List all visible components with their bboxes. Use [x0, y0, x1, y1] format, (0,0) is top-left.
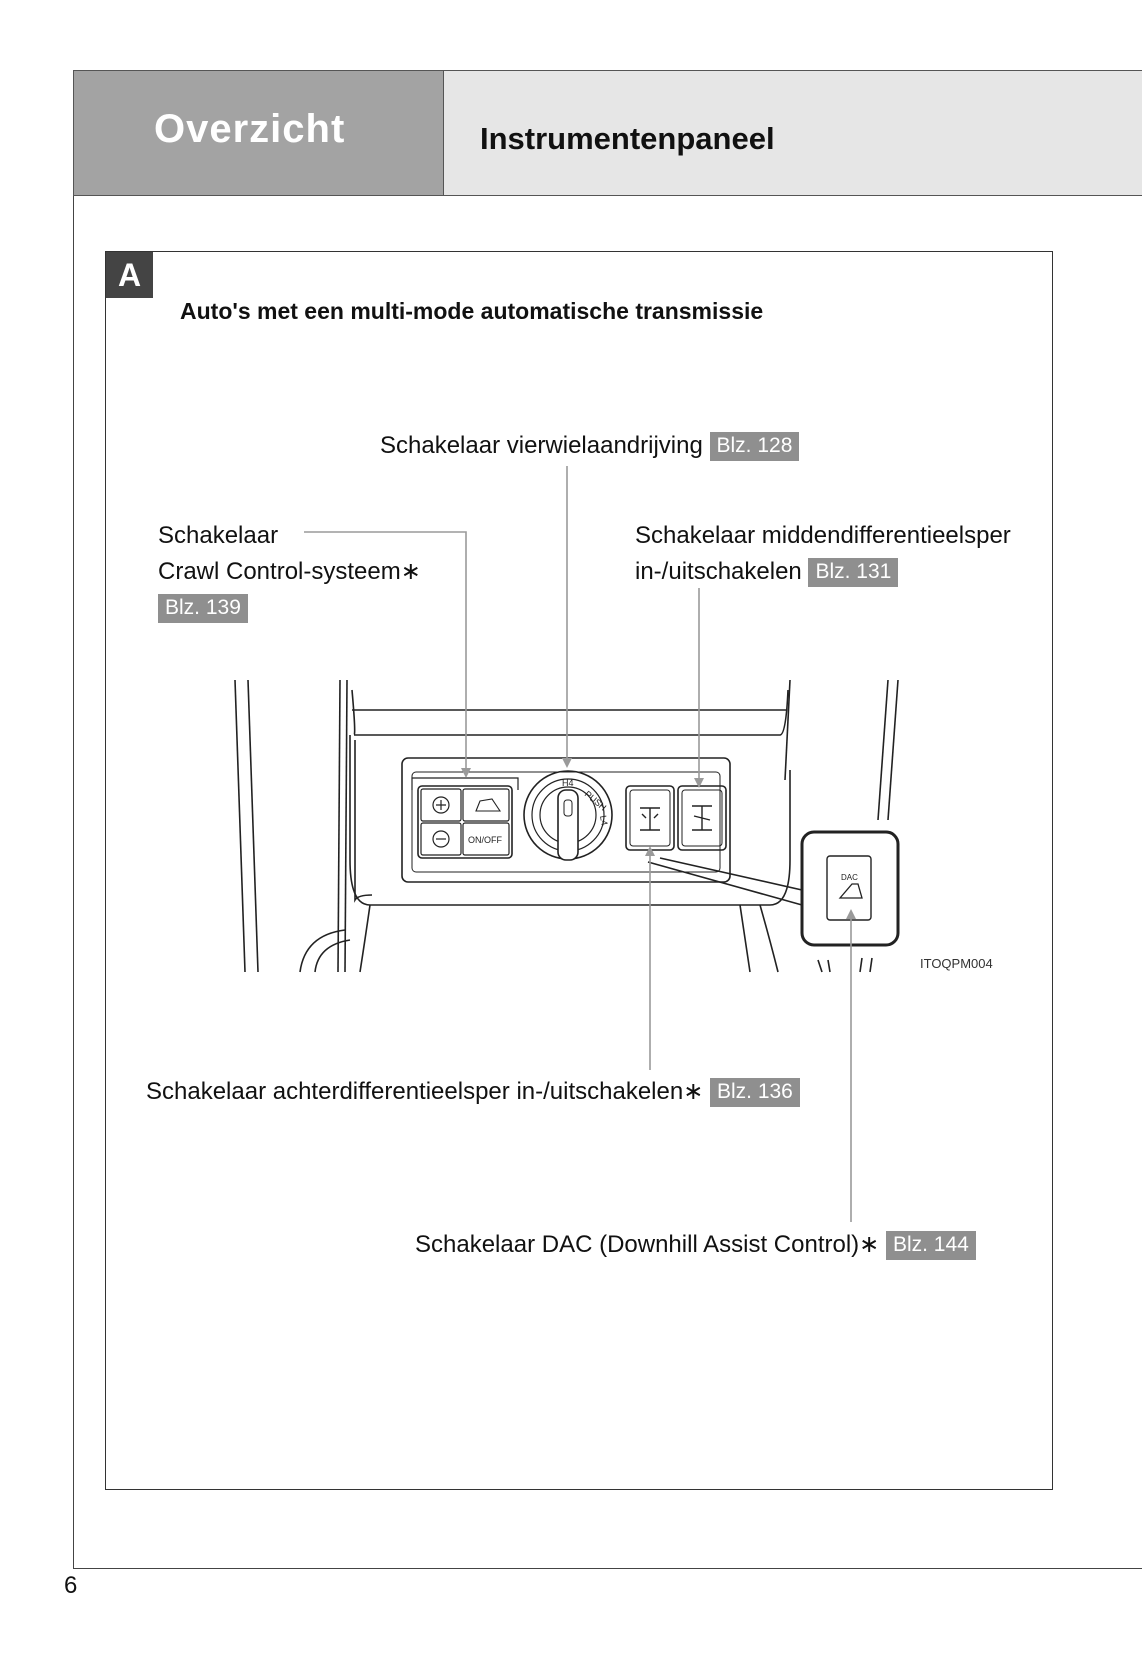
crawl-on-off-label: ON/OFF [468, 835, 502, 845]
callout-rear-diff [146, 1077, 800, 1107]
page-title: Instrumentenpaneel [480, 121, 775, 156]
callout-4wd-page[interactable]: Blz. 128 [710, 432, 800, 461]
dac-switch-label: DAC [841, 873, 858, 882]
callout-dac [415, 1230, 976, 1260]
panel-tag: A [106, 252, 153, 298]
panel-subtitle: Auto's met een multi-mode automatische transmissie [180, 298, 764, 324]
callout-center-diff-line2: in-/uitschakelen [635, 558, 802, 585]
dial-h4-label: H4 [562, 778, 574, 788]
figure-code: ITOQPM004 [920, 956, 993, 971]
callout-crawl-line2: Crawl Control-systeem∗ [158, 558, 421, 585]
callout-center-diff-page[interactable]: Blz. 131 [808, 558, 898, 587]
callout-rear-diff-page[interactable]: Blz. 136 [710, 1078, 800, 1107]
page-number: 6 [64, 1572, 78, 1599]
dial-push-label: PUSH [582, 788, 609, 813]
callout-dac-page[interactable]: Blz. 144 [886, 1231, 976, 1260]
callout-crawl-page[interactable]: Blz. 139 [158, 594, 248, 623]
callout-rear-diff-label: Schakelaar achterdifferentieelsper in-/uitschakelen∗ [146, 1078, 704, 1105]
callout-crawl [158, 518, 421, 626]
section-title: Overzicht [154, 107, 346, 151]
callout-center-diff-line1: Schakelaar middendifferentieelsper [635, 522, 1011, 549]
callout-crawl-line1: Schakelaar [158, 522, 279, 549]
callout-4wd-label: Schakelaar vierwielaandrijving [380, 432, 703, 459]
callout-4wd [380, 432, 799, 461]
callout-center-diff [635, 518, 1011, 590]
callout-dac-label: Schakelaar DAC (Downhill Assist Control)∗ [415, 1231, 880, 1258]
dial-l4-label: L4 [598, 814, 610, 827]
